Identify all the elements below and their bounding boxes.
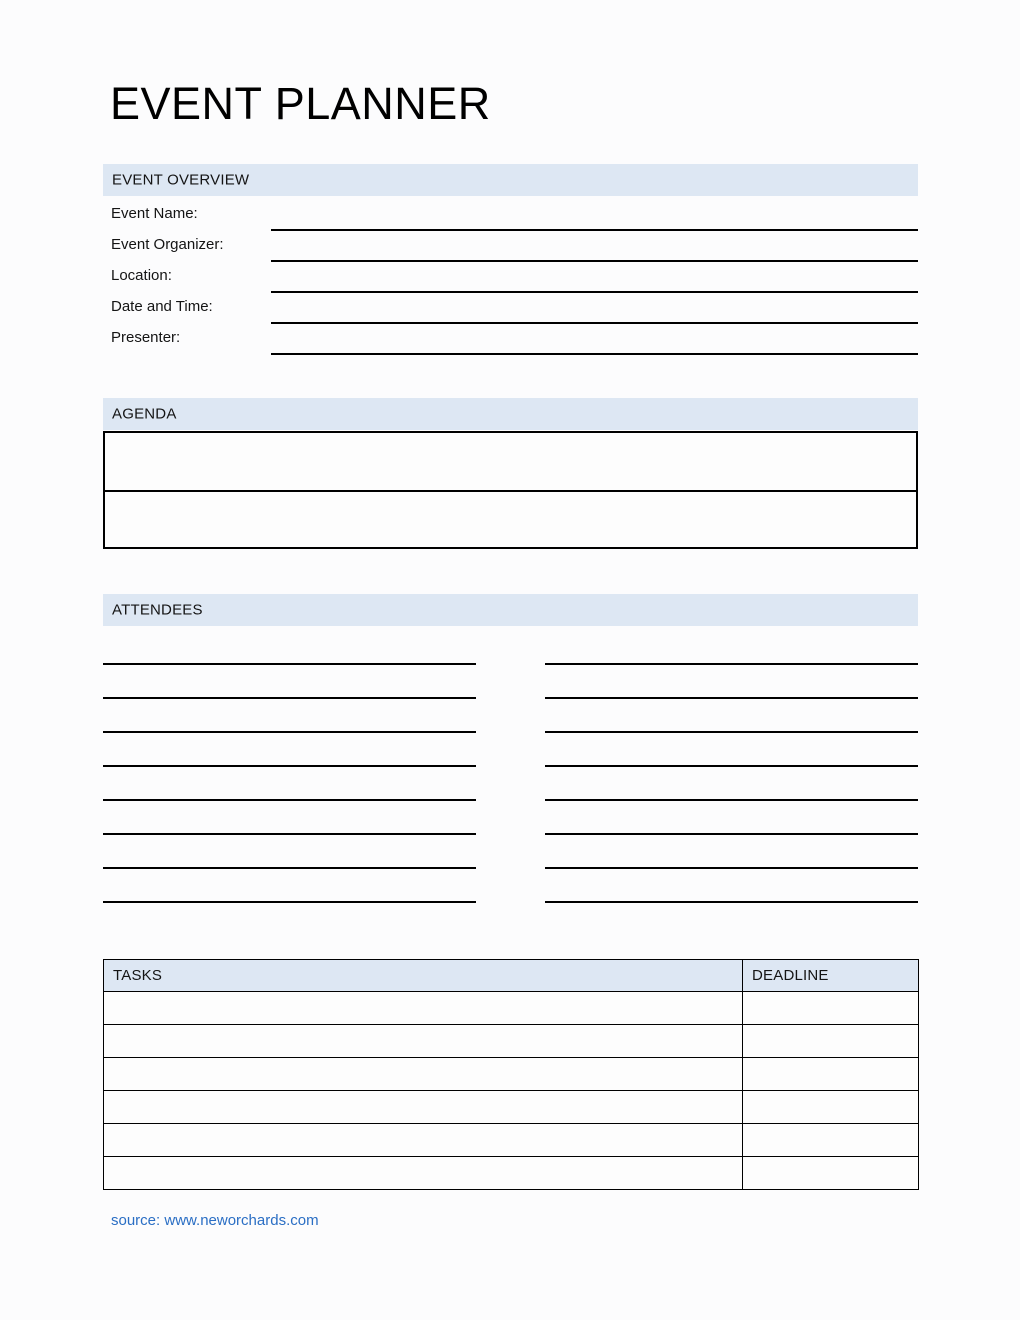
attendee-line[interactable] (545, 835, 918, 869)
attendee-line[interactable] (103, 699, 476, 733)
attendee-line[interactable] (545, 801, 918, 835)
agenda-box-1[interactable] (103, 431, 918, 490)
task-cell[interactable] (104, 1091, 743, 1124)
field-row-event-name (103, 204, 918, 235)
deadline-cell[interactable] (743, 1124, 919, 1157)
task-cell[interactable] (104, 992, 743, 1025)
task-cell[interactable] (104, 1124, 743, 1157)
table-row (104, 1091, 919, 1124)
tasks-table-header-row (104, 960, 919, 992)
attendee-line[interactable] (545, 699, 918, 733)
field-label: Event Organizer: (111, 236, 224, 253)
field-row-presenter (103, 328, 918, 359)
attendee-line[interactable] (103, 801, 476, 835)
field-label: Event Name: (111, 205, 198, 222)
attendee-line[interactable] (103, 665, 476, 699)
field-row-event-organizer (103, 235, 918, 266)
table-row (104, 992, 919, 1025)
attendee-line[interactable] (103, 733, 476, 767)
source-link[interactable]: source: www.neworchards.com (111, 1212, 319, 1229)
deadline-cell[interactable] (743, 1025, 919, 1058)
section-header-event-overview (103, 164, 918, 196)
event-organizer-input[interactable] (271, 260, 918, 262)
attendee-line[interactable] (103, 767, 476, 801)
field-row-date-and-time (103, 297, 918, 328)
tasks-column-header: TASKS (104, 960, 743, 992)
field-label: Location: (111, 267, 172, 284)
event-overview-fields (103, 204, 918, 359)
deadline-column-header: DEADLINE (743, 960, 919, 992)
attendee-line[interactable] (103, 835, 476, 869)
section-header-label: AGENDA (112, 405, 177, 423)
attendee-line[interactable] (545, 665, 918, 699)
task-cell[interactable] (104, 1157, 743, 1190)
table-row (104, 1025, 919, 1058)
attendee-line[interactable] (103, 869, 476, 903)
section-header-agenda (103, 398, 918, 430)
task-cell[interactable] (104, 1025, 743, 1058)
deadline-cell[interactable] (743, 992, 919, 1025)
section-header-label: EVENT OVERVIEW (112, 171, 250, 189)
field-label: Date and Time: (111, 298, 213, 315)
attendees-right-column (545, 631, 918, 903)
field-row-location (103, 266, 918, 297)
attendee-line[interactable] (103, 631, 476, 665)
field-label: Presenter: (111, 329, 181, 346)
agenda-boxes (103, 431, 918, 549)
attendee-line[interactable] (545, 733, 918, 767)
agenda-box-2[interactable] (103, 490, 918, 549)
attendee-line[interactable] (545, 869, 918, 903)
date-and-time-input[interactable] (271, 322, 918, 324)
section-header-label: ATTENDEES (112, 601, 203, 619)
presenter-input[interactable] (271, 353, 918, 355)
table-row (104, 1124, 919, 1157)
event-name-input[interactable] (271, 229, 918, 231)
table-row (104, 1157, 919, 1190)
attendees-left-column (103, 631, 476, 903)
attendee-line[interactable] (545, 767, 918, 801)
page-title: EVENT PLANNER (110, 78, 491, 129)
deadline-cell[interactable] (743, 1091, 919, 1124)
attendee-line[interactable] (545, 631, 918, 665)
section-header-attendees (103, 594, 918, 626)
location-input[interactable] (271, 291, 918, 293)
task-cell[interactable] (104, 1058, 743, 1091)
tasks-table (103, 959, 919, 1190)
deadline-cell[interactable] (743, 1058, 919, 1091)
attendees-area (103, 631, 918, 903)
table-row (104, 1058, 919, 1091)
deadline-cell[interactable] (743, 1157, 919, 1190)
